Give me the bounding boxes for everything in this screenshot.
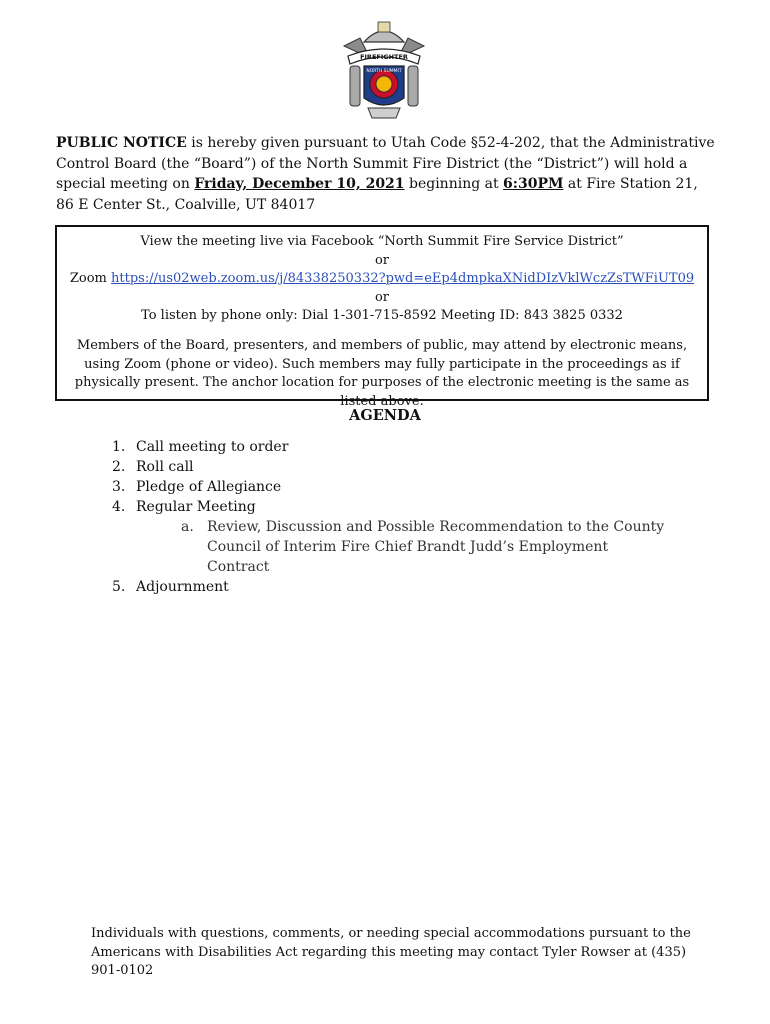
list-item <box>110 477 670 497</box>
meeting-date: Friday, December 10, 2021 <box>194 176 405 192</box>
item-label: Regular Meeting <box>136 499 256 515</box>
item-label: Adjournment <box>136 579 229 595</box>
notice-text-1: is hereby given pursuant to Utah Code §52-4-202, that the Administrative Control Board (the “Board”) of the North Summit Fire District (the “District”) will hold a special meeting on <box>56 135 715 192</box>
public-notice-paragraph <box>56 133 718 215</box>
item-number: 1. <box>112 439 126 455</box>
notice-text-2: beginning at <box>404 176 504 192</box>
item-label: Roll call <box>136 459 194 475</box>
agenda-list <box>110 437 670 597</box>
facebook-line: View the meeting live via Facebook “North Summit Fire Service District” <box>140 234 624 249</box>
meeting-access-box <box>55 225 709 409</box>
list-item <box>110 437 670 457</box>
item-label: Pledge of Allegiance <box>136 479 282 495</box>
list-item <box>110 577 670 597</box>
agenda-title: AGENDA <box>349 407 421 424</box>
accessibility-contact-note: Individuals with questions, comments, or needing special accommodations pursuant to the Americans with Disabilities Act regarding this meeting may contact Tyler Rowser at (435) 901-0102 <box>91 926 691 978</box>
list-item <box>110 457 670 477</box>
item-number: 3. <box>112 479 126 495</box>
item-number: 4. <box>112 499 126 515</box>
electronic-attendance-notice: Members of the Board, presenters, and members of public, may attend by electronic means, using Zoom (phone or video). Such members may fully participate in the proceedings as if physically present. The anchor location for purposes of the electronic meeting is the same as listed above. <box>74 337 690 409</box>
firefighter-badge-icon <box>330 18 438 122</box>
item-number: 5. <box>112 579 126 595</box>
phone-line: To listen by phone only: Dial 1-301-715-8592 Meeting ID: 843 3825 0332 <box>141 308 623 324</box>
item-number: 2. <box>112 459 126 475</box>
notice-text-3: at Fire Station 21, 86 E Center St., Coalville, UT 84017 <box>56 176 698 213</box>
zoom-link[interactable]: https://us02web.zoom.us/j/84338250332?pwd=eEp4dmpkaXNidDIzVklWczZsTWFiUT09 <box>111 271 695 287</box>
logo-banner-text: FIREFIGHTER <box>360 53 408 61</box>
notice-lead: PUBLIC NOTICE <box>56 135 187 151</box>
meeting-time: 6:30PM <box>503 176 564 192</box>
sub-item-letter: a. <box>181 519 194 535</box>
sub-agenda-list <box>136 517 670 577</box>
sub-item-label: Review, Discussion and Possible Recommendation to the County Council of Interim Fire Chief Brandt Judd’s Employment Contract <box>207 519 665 575</box>
zoom-line <box>57 270 707 289</box>
or-separator-2: or <box>374 289 390 305</box>
zoom-label: Zoom <box>69 271 112 287</box>
list-item <box>110 497 670 577</box>
sub-list-item <box>181 517 670 577</box>
or-separator-1: or <box>374 252 390 268</box>
logo-badge-text: NORTH SUMMIT <box>366 69 402 74</box>
item-label: Call meeting to order <box>136 439 289 455</box>
